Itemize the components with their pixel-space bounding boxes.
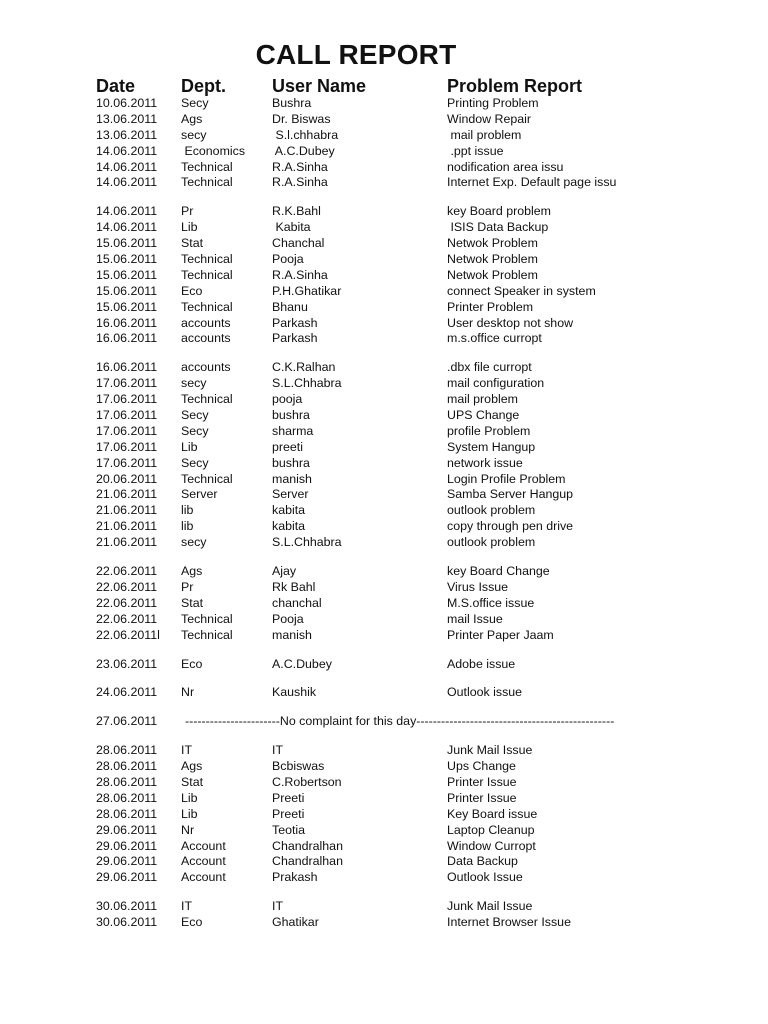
cell-dept: Technical (181, 159, 233, 174)
cell-user-name: pooja (272, 392, 303, 407)
cell-user-name: P.H.Ghatikar (272, 283, 342, 298)
table-row (0, 487, 768, 503)
report-title: CALL REPORT (255, 39, 457, 70)
cell-date: 15.06.2011 (96, 236, 158, 251)
cell-user-name: Teotia (272, 822, 306, 837)
cell-date: 21.06.2011 (96, 487, 158, 502)
cell-problem-report: Data Backup (447, 854, 518, 869)
cell-user-name: Rk Bahl (272, 579, 316, 594)
cell-dept: accounts (181, 315, 231, 330)
cell-problem-report: Printer Issue (447, 790, 517, 805)
table-row (0, 175, 768, 191)
cell-user-name: R.A.Sinha (272, 267, 328, 282)
cell-user-name: IT (272, 899, 284, 914)
cell-problem-report: User desktop not show (447, 315, 574, 330)
table-row (0, 854, 768, 870)
cell-date: 14.06.2011 (96, 159, 158, 174)
cell-problem-report: Printer Issue (447, 774, 517, 789)
table-row (0, 870, 768, 886)
cell-dept: IT (181, 743, 193, 758)
cell-dept: Account (181, 838, 226, 853)
cell-problem-report: copy through pen drive (447, 519, 574, 534)
cell-date: 16.06.2011 (96, 360, 158, 375)
cell-date: 17.06.2011 (96, 376, 158, 391)
cell-problem-report: Window Curropt (447, 838, 536, 853)
table-row (0, 331, 768, 347)
cell-date: 15.06.2011 (96, 299, 158, 314)
header-problem-report: Problem Report (447, 76, 583, 96)
cell-date: 29.06.2011 (96, 838, 158, 853)
cell-date: 22.06.2011 (96, 564, 158, 579)
cell-date: 15.06.2011 (96, 252, 158, 267)
cell-problem-report: key Board Change (447, 564, 550, 579)
cell-user-name: Pooja (272, 252, 304, 267)
cell-problem-report: M.S.office issue (447, 595, 535, 610)
cell-dept: Stat (181, 595, 204, 610)
cell-date: 29.06.2011 (96, 822, 158, 837)
cell-problem-report: connect Speaker in system (447, 283, 596, 298)
cell-problem-report: outlook problem (447, 503, 536, 518)
cell-date: 30.06.2011 (96, 899, 158, 914)
cell-date: 17.06.2011 (96, 439, 158, 454)
cell-problem-report: UPS Change (447, 408, 520, 423)
cell-problem-report: mail Issue (447, 611, 503, 626)
cell-date: 28.06.2011 (96, 806, 158, 821)
table-row (0, 300, 768, 316)
table-row (0, 392, 768, 408)
table-row (0, 839, 768, 855)
table-row (0, 284, 768, 300)
cell-user-name: Dr. Biswas (272, 111, 331, 126)
cell-date: 14.06.2011 (96, 204, 158, 219)
cell-dept: Ags (181, 564, 203, 579)
cell-user-name: Preeti (272, 790, 305, 805)
cell-problem-report: mail problem (447, 127, 522, 142)
cell-user-name: bushra (272, 455, 310, 470)
cell-problem-report: network issue (447, 455, 523, 470)
cell-problem-report: Login Profile Problem (447, 471, 566, 486)
cell-date: 27.06.2011 (96, 714, 158, 729)
cell-user-name: manish (272, 627, 312, 642)
cell-date: 20.06.2011 (96, 471, 158, 486)
table-row (0, 128, 768, 144)
cell-dept: Secy (181, 455, 209, 470)
cell-dept: Secy (181, 423, 209, 438)
cell-date: 16.06.2011 (96, 315, 158, 330)
cell-dept: Technical (181, 299, 233, 314)
cell-user-name: R.K.Bahl (272, 204, 321, 219)
table-row (0, 519, 768, 535)
cell-note: -----------------------No complaint for this day------------------------------------------------ (185, 714, 615, 729)
table-row (0, 915, 768, 931)
table-row (0, 440, 768, 456)
cell-dept: lib (181, 503, 194, 518)
cell-user-name: Bushra (272, 96, 312, 110)
cell-user-name: Bcbiswas (272, 759, 325, 774)
cell-date: 14.06.2011 (96, 175, 158, 190)
table-row (0, 220, 768, 236)
cell-user-name: Chanchal (272, 236, 325, 251)
cell-user-name: Prakash (272, 870, 318, 885)
cell-date: 28.06.2011 (96, 774, 158, 789)
table-row (0, 268, 768, 284)
cell-problem-report: Netwok Problem (447, 252, 538, 267)
cell-date: 15.06.2011 (96, 283, 158, 298)
table-row (0, 252, 768, 268)
cell-date: 22.06.2011 (96, 595, 158, 610)
cell-user-name: manish (272, 471, 312, 486)
table-row (0, 791, 768, 807)
cell-date: 22.06.2011 (96, 611, 158, 626)
table-row (0, 456, 768, 472)
table-row (0, 360, 768, 376)
cell-date: 21.06.2011 (96, 535, 158, 550)
cell-dept: Eco (181, 915, 203, 930)
cell-problem-report: profile Problem (447, 423, 531, 438)
cell-dept: Ags (181, 111, 203, 126)
cell-problem-report: mail problem (447, 392, 518, 407)
table-row (0, 408, 768, 424)
cell-user-name: bushra (272, 408, 310, 423)
cell-date: 28.06.2011 (96, 759, 158, 774)
cell-problem-report: Virus Issue (447, 579, 509, 594)
table-row (0, 807, 768, 823)
table-row (0, 612, 768, 628)
cell-dept: Technical (181, 471, 233, 486)
cell-date: 29.06.2011 (96, 854, 158, 869)
cell-problem-report: nodification area issu (447, 159, 564, 174)
cell-user-name: Ajay (272, 564, 297, 579)
cell-problem-report: Junk Mail Issue (447, 899, 533, 914)
cell-user-name: Parkash (272, 331, 318, 346)
cell-dept: Lib (181, 806, 198, 821)
cell-user-name: Bhanu (272, 299, 308, 314)
cell-problem-report: Outlook issue (447, 685, 523, 700)
cell-date: 17.06.2011 (96, 423, 158, 438)
cell-dept: Technical (181, 611, 233, 626)
no-complaint-row (0, 714, 768, 730)
cell-date: 21.06.2011 (96, 519, 158, 534)
cell-user-name: Preeti (272, 806, 305, 821)
cell-date: 10.06.2011 (96, 96, 158, 110)
cell-dept: Secy (181, 96, 209, 110)
call-report-table (0, 96, 768, 931)
table-row (0, 759, 768, 775)
cell-dept: secy (181, 535, 207, 550)
cell-dept: Server (181, 487, 218, 502)
cell-date: 29.06.2011 (96, 870, 158, 885)
cell-dept: Technical (181, 392, 233, 407)
cell-problem-report: Key Board issue (447, 806, 538, 821)
cell-date: 22.06.2011l (96, 627, 160, 642)
cell-user-name: Pooja (272, 611, 304, 626)
cell-problem-report: m.s.office curropt (447, 331, 542, 346)
table-row (0, 472, 768, 488)
cell-user-name: preeti (272, 439, 303, 454)
cell-dept: Ags (181, 759, 203, 774)
cell-user-name: C.K.Ralhan (272, 360, 336, 375)
cell-problem-report: Samba Server Hangup (447, 487, 574, 502)
table-row (0, 899, 768, 915)
cell-date: 30.06.2011 (96, 915, 158, 930)
header-user-name: User Name (272, 76, 367, 96)
cell-date: 21.06.2011 (96, 503, 158, 518)
table-row (0, 96, 768, 112)
table-row (0, 657, 768, 673)
table-row (0, 564, 768, 580)
cell-dept: Technical (181, 175, 233, 190)
cell-date: 22.06.2011 (96, 579, 158, 594)
cell-dept: Technical (181, 267, 233, 282)
cell-problem-report: Laptop Cleanup (447, 822, 535, 837)
cell-date: 15.06.2011 (96, 267, 158, 282)
cell-user-name: Chandralhan (272, 854, 343, 869)
cell-date: 17.06.2011 (96, 392, 158, 407)
cell-dept: Eco (181, 656, 203, 671)
cell-dept: Technical (181, 627, 233, 642)
cell-problem-report: Internet Browser Issue (447, 915, 571, 930)
cell-date: 13.06.2011 (96, 127, 158, 142)
cell-dept: lib (181, 519, 194, 534)
cell-dept: Eco (181, 283, 203, 298)
table-row (0, 236, 768, 252)
cell-problem-report: Window Repair (447, 111, 532, 126)
cell-dept: Account (181, 870, 226, 885)
cell-user-name: Server (272, 487, 309, 502)
table-row (0, 112, 768, 128)
cell-dept: Lib (181, 790, 198, 805)
cell-dept: secy (181, 376, 207, 391)
cell-user-name: Kabita (272, 220, 311, 235)
cell-problem-report: Outlook Issue (447, 870, 523, 885)
cell-user-name: A.C.Dubey (272, 656, 332, 671)
cell-date: 13.06.2011 (96, 111, 158, 126)
cell-user-name: sharma (272, 423, 314, 438)
cell-date: 28.06.2011 (96, 743, 158, 758)
cell-dept: Lib (181, 439, 198, 454)
cell-problem-report: .dbx file curropt (447, 360, 532, 375)
cell-user-name: kabita (272, 519, 306, 534)
cell-dept: Secy (181, 408, 209, 423)
cell-user-name: Ghatikar (272, 915, 319, 930)
cell-date: 16.06.2011 (96, 331, 158, 346)
cell-problem-report: Printer Problem (447, 299, 534, 314)
cell-dept: Nr (181, 685, 195, 700)
table-row (0, 628, 768, 644)
cell-date: 17.06.2011 (96, 408, 158, 423)
table-row (0, 823, 768, 839)
cell-user-name: kabita (272, 503, 306, 518)
table-row (0, 204, 768, 220)
cell-problem-report: Adobe issue (447, 656, 516, 671)
table-row (0, 775, 768, 791)
cell-user-name: S.l.chhabra (272, 127, 339, 142)
table-row (0, 503, 768, 519)
cell-dept: Pr (181, 579, 194, 594)
cell-user-name: R.A.Sinha (272, 175, 328, 190)
cell-user-name: A.C.Dubey (272, 143, 335, 158)
cell-user-name: S.L.Chhabra (272, 535, 342, 550)
cell-date: 24.06.2011 (96, 685, 158, 700)
cell-date: 17.06.2011 (96, 455, 158, 470)
table-header (0, 75, 768, 97)
cell-problem-report: mail configuration (447, 376, 545, 391)
cell-date: 14.06.2011 (96, 143, 158, 158)
cell-problem-report: System Hangup (447, 439, 536, 454)
table-row (0, 743, 768, 759)
table-row (0, 144, 768, 160)
cell-date: 14.06.2011 (96, 220, 158, 235)
table-row (0, 596, 768, 612)
cell-date: 23.06.2011 (96, 656, 158, 671)
cell-problem-report: Internet Exp. Default page issu (447, 175, 617, 190)
cell-dept: Pr (181, 204, 194, 219)
header-date: Date (96, 76, 136, 96)
table-row (0, 376, 768, 392)
cell-user-name: chanchal (272, 595, 322, 610)
header-dept: Dept. (181, 76, 226, 96)
cell-user-name: Chandralhan (272, 838, 343, 853)
table-row (0, 160, 768, 176)
cell-problem-report: .ppt issue (447, 143, 504, 158)
table-row (0, 580, 768, 596)
cell-problem-report: Printing Problem (447, 96, 539, 110)
cell-user-name: Parkash (272, 315, 318, 330)
cell-user-name: Kaushik (272, 685, 317, 700)
cell-problem-report: key Board problem (447, 204, 551, 219)
cell-problem-report: Ups Change (447, 759, 516, 774)
cell-dept: accounts (181, 331, 231, 346)
cell-user-name: R.A.Sinha (272, 159, 328, 174)
cell-problem-report: Junk Mail Issue (447, 743, 533, 758)
table-row (0, 424, 768, 440)
table-row (0, 535, 768, 551)
cell-dept: Account (181, 854, 226, 869)
cell-dept: secy (181, 127, 207, 142)
cell-problem-report: Printer Paper Jaam (447, 627, 554, 642)
cell-dept: Stat (181, 774, 204, 789)
cell-dept: Nr (181, 822, 195, 837)
cell-user-name: C.Robertson (272, 774, 342, 789)
cell-dept: IT (181, 899, 193, 914)
cell-user-name: IT (272, 743, 284, 758)
cell-problem-report: Netwok Problem (447, 267, 538, 282)
cell-dept: Lib (181, 220, 198, 235)
cell-problem-report: ISIS Data Backup (447, 220, 549, 235)
table-row (0, 685, 768, 701)
cell-dept: Economics (181, 143, 246, 158)
cell-dept: Stat (181, 236, 204, 251)
table-row (0, 316, 768, 332)
cell-dept: Technical (181, 252, 233, 267)
cell-problem-report: Netwok Problem (447, 236, 538, 251)
cell-user-name: S.L.Chhabra (272, 376, 342, 391)
cell-problem-report: outlook problem (447, 535, 536, 550)
cell-date: 28.06.2011 (96, 790, 158, 805)
cell-dept: accounts (181, 360, 231, 375)
